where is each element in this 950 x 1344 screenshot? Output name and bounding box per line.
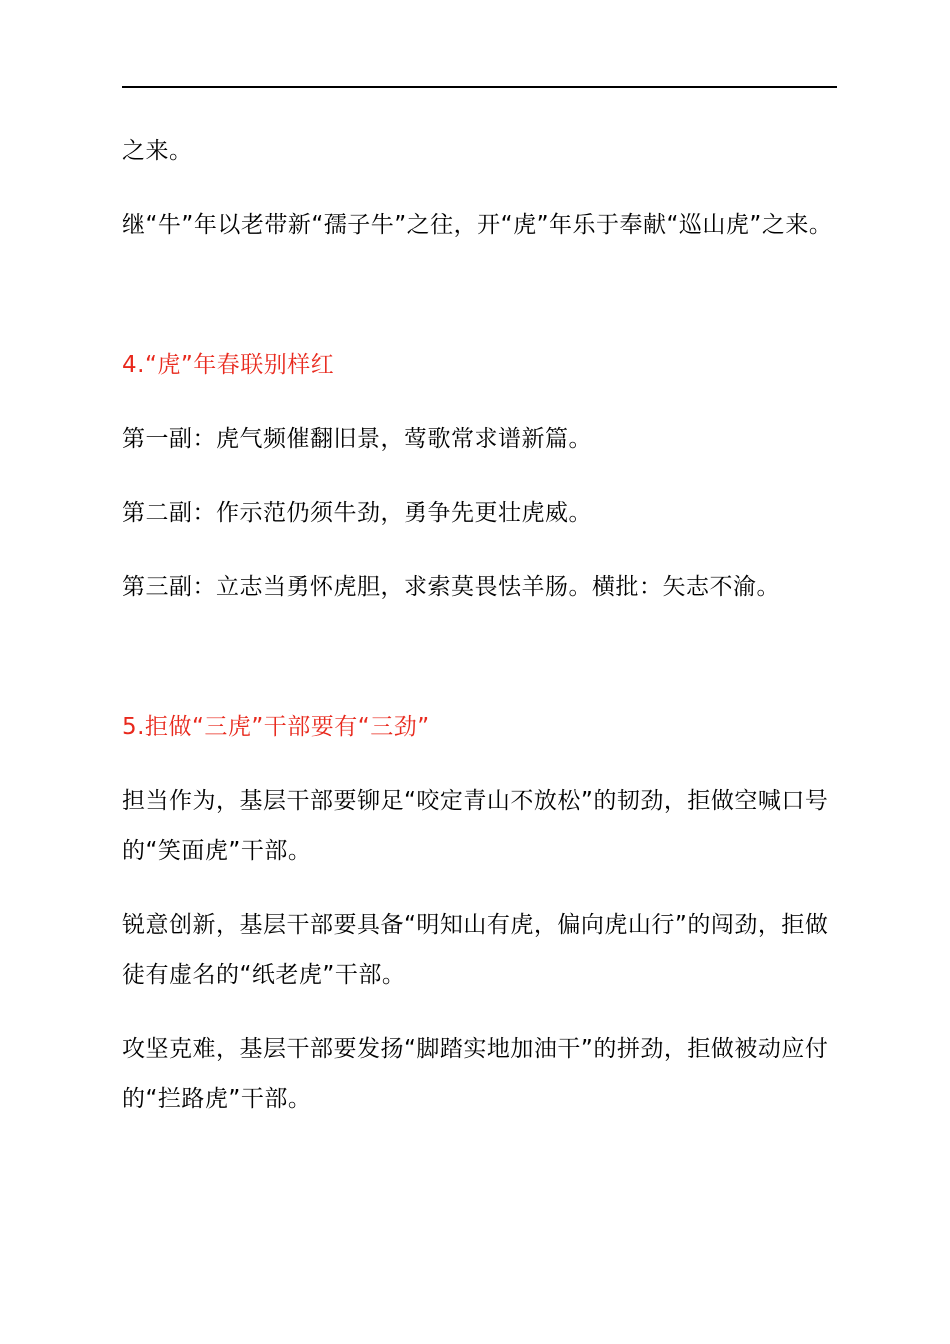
paragraph: 锐意创新，基层干部要具备“明知山有虎，偏向虎山行”的闯劲，拒做徒有虚名的“纸老虎”干部。 — [122, 912, 829, 988]
paragraph: 继“牛”年以老带新“孺子牛”之往，开“虎”年乐于奉献“巡山虎”之来。 — [122, 212, 833, 238]
paragraph: 担当作为，基层干部要铆足“咬定青山不放松”的韧劲，拒做空喊口号的“笑面虎”干部。 — [122, 788, 829, 864]
couplet-3: 第三副：立志当勇怀虎胆，求索莫畏怯羊肠。横批：矢志不渝。 — [122, 574, 780, 600]
section-4-heading: 4.“虎”年春联别样红 — [122, 352, 335, 378]
header-rule — [122, 86, 837, 88]
paragraph: 之来。 — [122, 138, 193, 164]
section-5-heading: 5.拒做“三虎”干部要有“三劲” — [122, 714, 430, 740]
document-body — [122, 126, 840, 1124]
couplet-2: 第二副：作示范仍须牛劲，勇争先更壮虎威。 — [122, 500, 592, 526]
couplet-1: 第一副：虎气频催翻旧景，莺歌常求谱新篇。 — [122, 426, 592, 452]
paragraph: 攻坚克难，基层干部要发扬“脚踏实地加油干”的拼劲，拒做被动应付的“拦路虎”干部。 — [122, 1036, 829, 1112]
